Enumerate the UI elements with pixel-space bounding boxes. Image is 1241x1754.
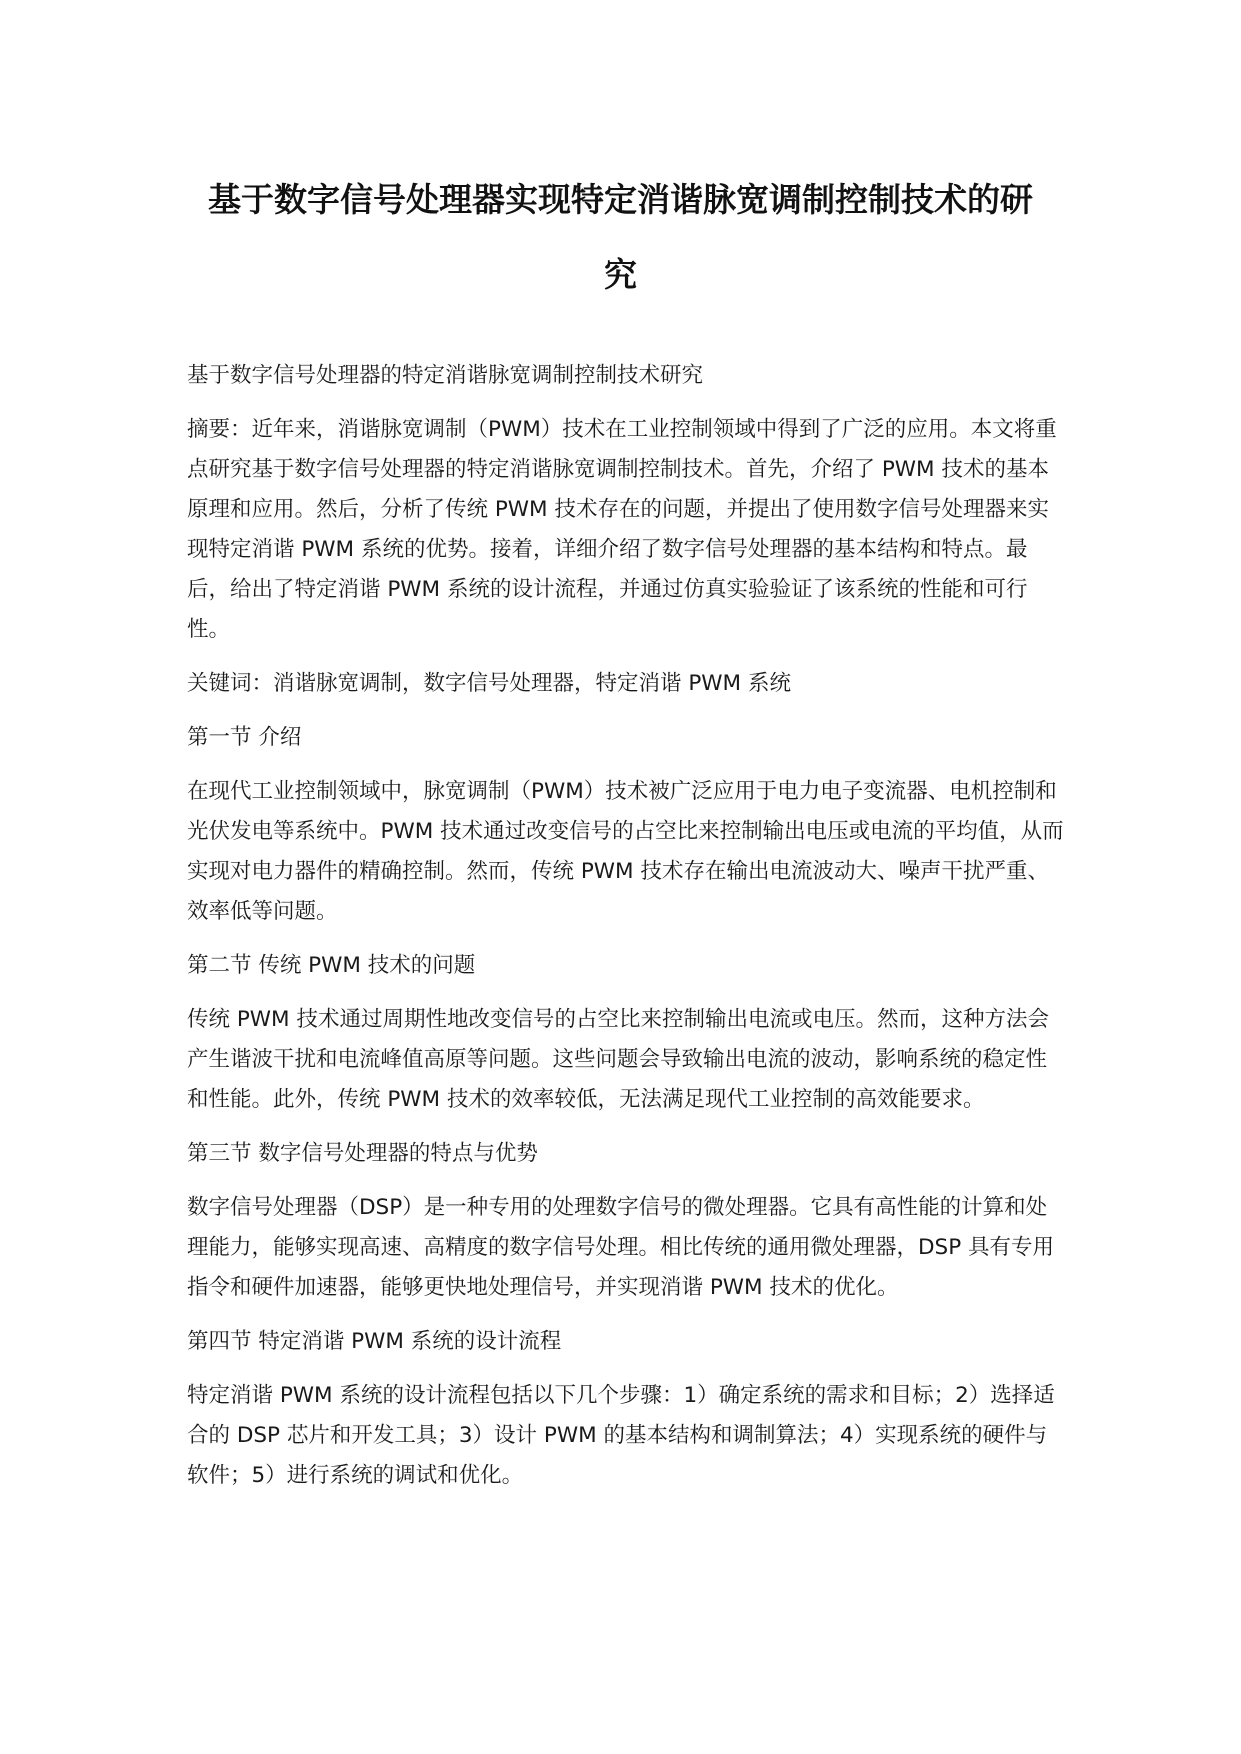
section-3-body: 数字信号处理器（DSP）是一种专用的处理数字信号的微处理器。它具有高性能的计算和处理能力，能够实现高速、高精度的数字信号处理。相比传统的通用微处理器，DSP 具有专用指令和硬件加速器，能够更快地处理信号，并实现消谐 PWM 技术的优化。 — [187, 1195, 1055, 1300]
section-4-heading: 第四节 特定消谐 PWM 系统的设计流程 — [187, 1329, 562, 1354]
keywords-line: 关键词：消谐脉宽调制，数字信号处理器，特定消谐 PWM 系统 — [187, 671, 791, 696]
section-2-body: 传统 PWM 技术通过周期性地改变信号的占空比来控制输出电流或电压。然而，这种方法会产生谐波干扰和电流峰值高原等问题。这些问题会导致输出电流的波动，影响系统的稳定性和性能。此外，传统 PWM 技术的效率较低，无法满足现代工业控制的高效能要求。 — [187, 1007, 1049, 1112]
document-title-line2: 究 — [604, 255, 637, 294]
document-subtitle: 基于数字信号处理器的特定消谐脉宽调制控制技术研究 — [187, 363, 704, 388]
section-4-body: 特定消谐 PWM 系统的设计流程包括以下几个步骤：1）确定系统的需求和目标；2）选择适合的 DSP 芯片和开发工具；3）设计 PWM 的基本结构和调制算法；4）实现系统的硬件与软件；5）进行系统的调试和优化。 — [187, 1383, 1055, 1488]
section-3-heading: 第三节 数字信号处理器的特点与优势 — [187, 1141, 538, 1166]
document-title-line1: 基于数字信号处理器实现特定消谐脉宽调制控制技术的研 — [208, 180, 1033, 219]
document-body — [187, 356, 1067, 1510]
abstract-paragraph: 摘要：近年来，消谐脉宽调制（PWM）技术在工业控制领域中得到了广泛的应用。本文将重点研究基于数字信号处理器的特定消谐脉宽调制控制技术。首先，介绍了 PWM 技术的基本原理和应用。然后，分析了传统 PWM 技术存在的问题，并提出了使用数字信号处理器来实现特定消谐 PWM 系统的优势。接着，详细介绍了数字信号处理器的基本结构和特点。最后，给出了特定消谐 PWM 系统的设计流程，并通过仿真实验验证了该系统的性能和可行性。 — [187, 417, 1057, 642]
section-2-heading: 第二节 传统 PWM 技术的问题 — [187, 953, 476, 978]
section-1-body: 在现代工业控制领域中，脉宽调制（PWM）技术被广泛应用于电力电子变流器、电机控制和光伏发电等系统中。PWM 技术通过改变信号的占空比来控制输出电压或电流的平均值，从而实现对电力器件的精确控制。然而，传统 PWM 技术存在输出电流波动大、噪声干扰严重、效率低等问题。 — [187, 779, 1064, 924]
section-1-heading: 第一节 介绍 — [187, 725, 302, 750]
